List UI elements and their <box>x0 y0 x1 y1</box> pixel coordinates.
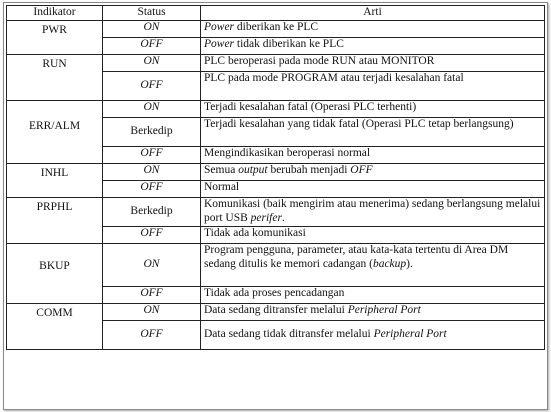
arti-cell: Terjadi kesalahan fatal (Operasi PLC terhenti) <box>201 101 545 118</box>
status-cell: ON <box>103 55 201 72</box>
status-cell: OFF <box>103 147 201 164</box>
indicator-err-alm: ERR/ALM <box>7 101 103 164</box>
arti-cell: Tidak ada proses pencadangan <box>201 287 545 304</box>
header-arti: Arti <box>201 6 545 21</box>
arti-cell: Tidak ada komunikasi <box>201 227 545 244</box>
status-cell: OFF <box>103 181 201 198</box>
status-cell: ON <box>103 244 201 287</box>
header-row <box>7 6 545 21</box>
status-cell: OFF <box>103 287 201 304</box>
table-row <box>7 55 545 72</box>
status-cell: OFF <box>103 38 201 55</box>
arti-cell: Data sedang tidak ditransfer melalui Peripheral Port <box>201 321 545 350</box>
status-cell: OFF <box>103 321 201 350</box>
table-row <box>7 101 545 118</box>
header-status: Status <box>103 6 201 21</box>
arti-cell: Normal <box>201 181 545 198</box>
status-cell: ON <box>103 164 201 181</box>
table-row <box>7 244 545 287</box>
arti-cell: Data sedang ditransfer melalui Peripheral Port <box>201 304 545 321</box>
status-cell: ON <box>103 101 201 118</box>
status-cell: OFF <box>103 227 201 244</box>
indicator-pwr: PWR <box>7 21 103 55</box>
arti-cell: Power tidak diberikan ke PLC <box>201 38 545 55</box>
arti-cell: PLC pada mode PROGRAM atau terjadi kesalahan fatal <box>201 72 545 101</box>
indicator-table <box>6 5 545 350</box>
status-cell: Berkedip <box>103 118 201 147</box>
status-cell: OFF <box>103 72 201 101</box>
arti-cell: Semua output berubah menjadi OFF <box>201 164 545 181</box>
indicator-prphl: PRPHL <box>7 198 103 244</box>
table-row <box>7 21 545 38</box>
arti-cell: PLC beroperasi pada mode RUN atau MONITOR <box>201 55 545 72</box>
indicator-comm: COMM <box>7 304 103 350</box>
status-cell: ON <box>103 21 201 38</box>
table-row <box>7 304 545 321</box>
table-row <box>7 164 545 181</box>
status-cell: Berkedip <box>103 198 201 227</box>
indicator-run: RUN <box>7 55 103 101</box>
indicator-bkup: BKUP <box>7 244 103 304</box>
arti-cell: Power diberikan ke PLC <box>201 21 545 38</box>
arti-cell: Mengindikasikan beroperasi normal <box>201 147 545 164</box>
arti-cell: Program pengguna, parameter, atau kata-kata tertentu di Area DM sedang ditulis ke memori cadangan (backup). <box>201 244 545 287</box>
indicator-inhl: INHL <box>7 164 103 198</box>
header-indikator: Indikator <box>7 6 103 21</box>
table-row <box>7 198 545 227</box>
arti-cell: Terjadi kesalahan yang tidak fatal (Operasi PLC tetap berlangsung) <box>201 118 545 147</box>
table-frame <box>3 2 548 410</box>
status-cell: ON <box>103 304 201 321</box>
arti-cell: Komunikasi (baik mengirim atau menerima) sedang berlangsung melalui port USB perifer. <box>201 198 545 227</box>
